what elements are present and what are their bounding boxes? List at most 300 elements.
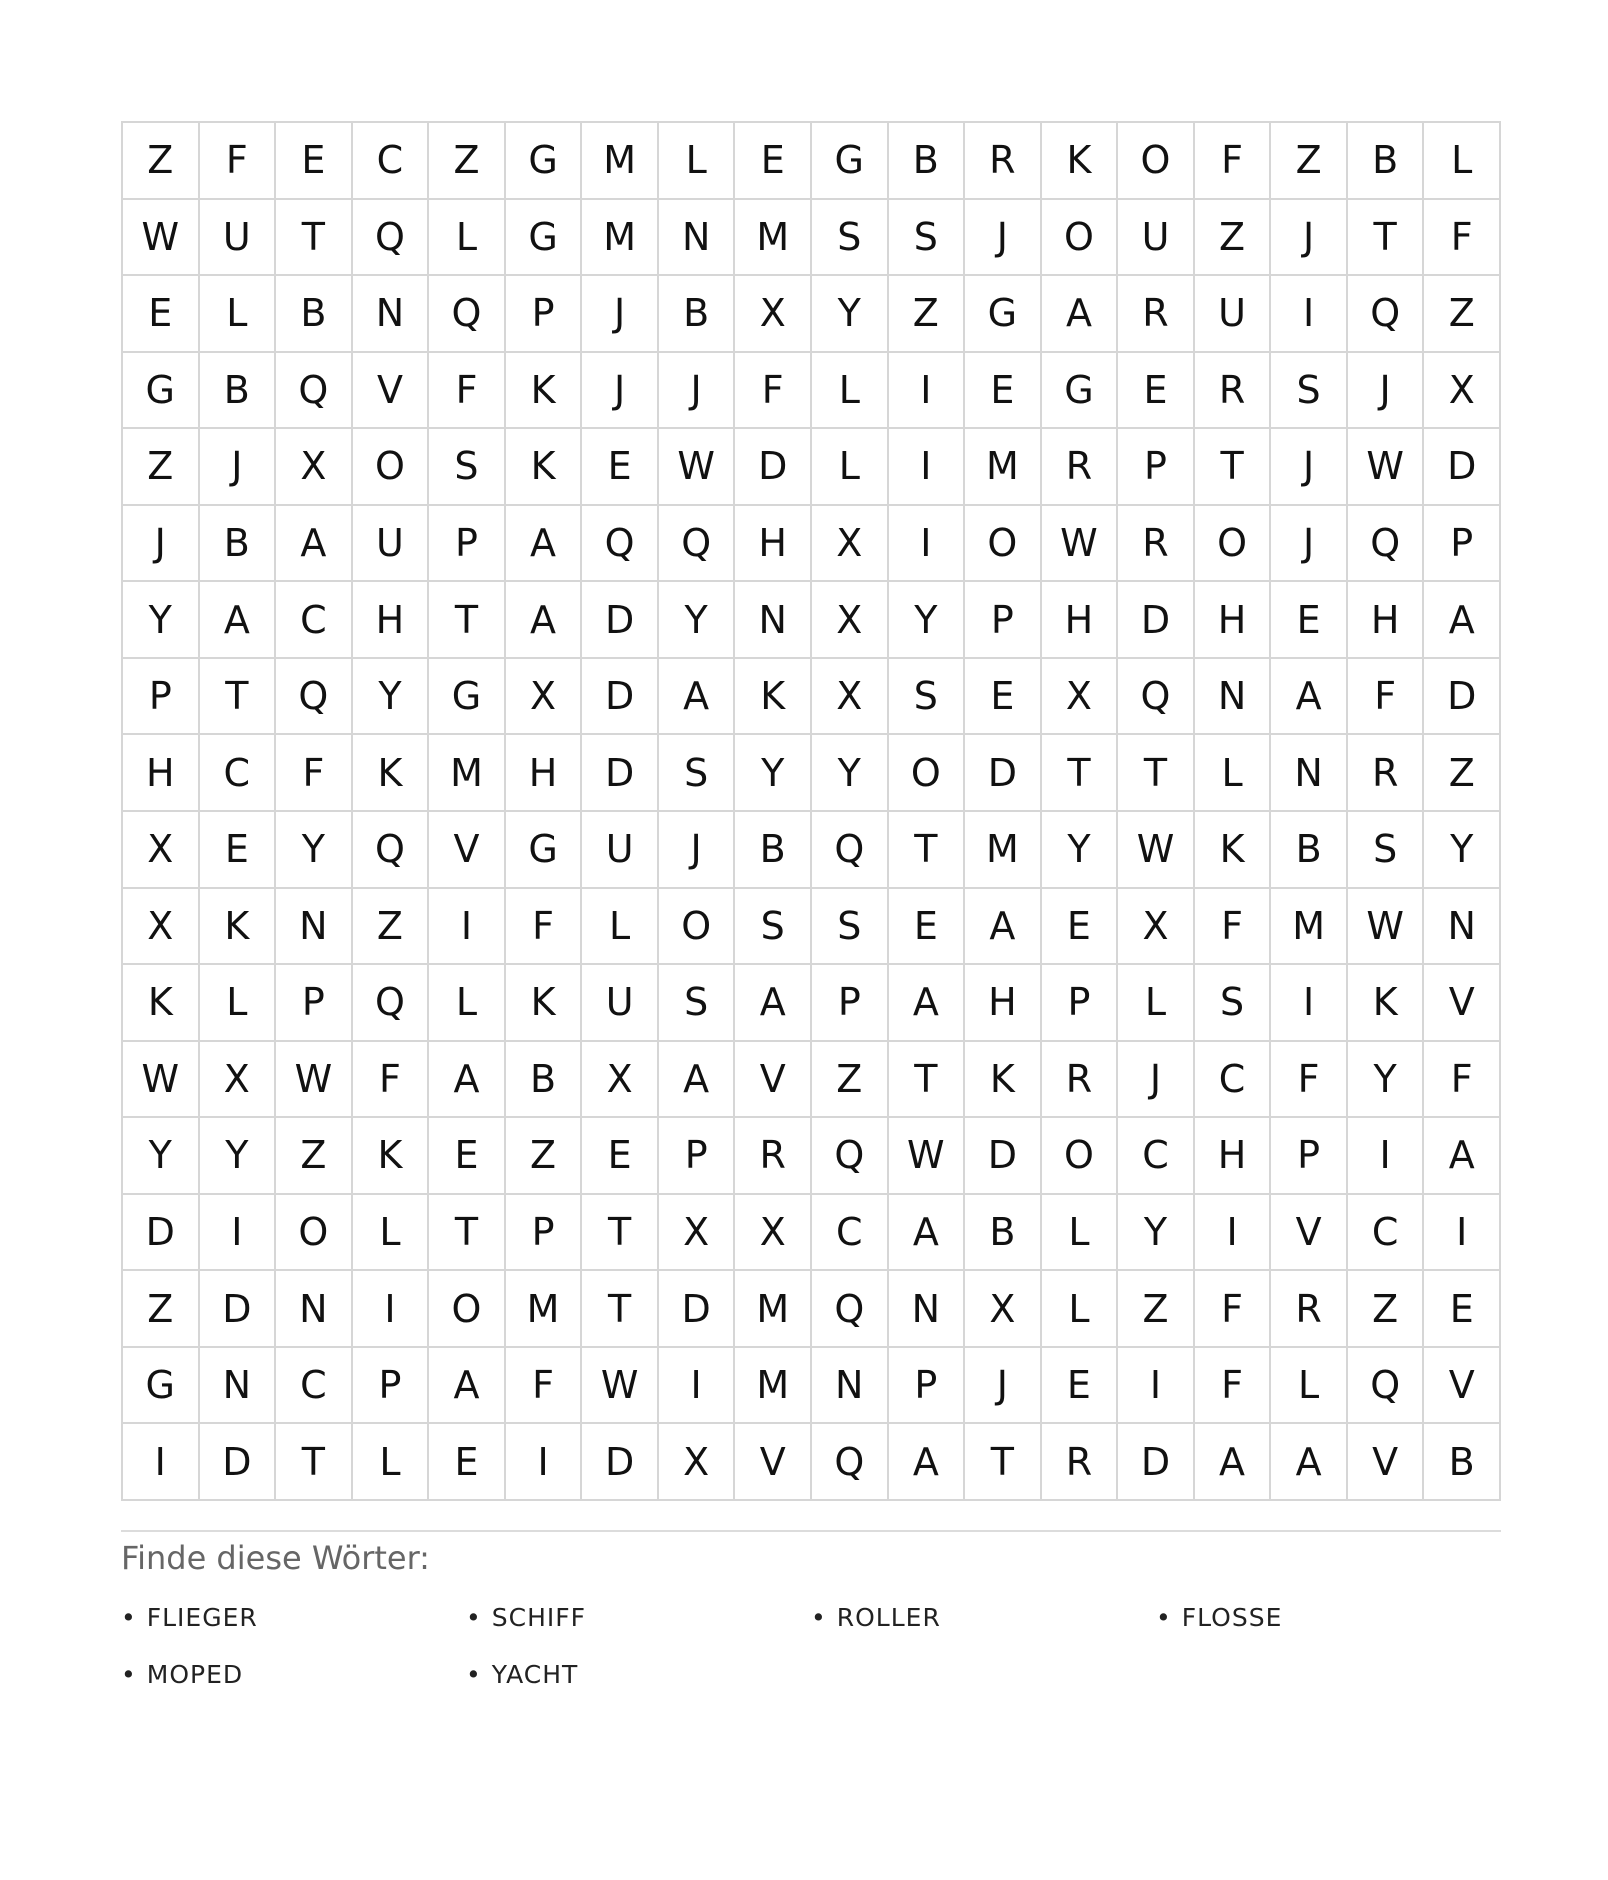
grid-cell[interactable]: C	[1195, 1042, 1272, 1119]
grid-cell[interactable]: L	[812, 429, 889, 506]
grid-cell[interactable]: D	[582, 582, 659, 659]
grid-cell[interactable]: Z	[429, 123, 506, 200]
grid-cell[interactable]: A	[1424, 582, 1501, 659]
grid-cell[interactable]: I	[200, 1195, 277, 1272]
grid-cell[interactable]: W	[1042, 506, 1119, 583]
grid-cell[interactable]: K	[965, 1042, 1042, 1119]
grid-cell[interactable]: E	[429, 1118, 506, 1195]
grid-cell[interactable]: C	[353, 123, 430, 200]
grid-cell[interactable]: F	[276, 735, 353, 812]
grid-cell[interactable]: Y	[200, 1118, 277, 1195]
grid-cell[interactable]: R	[965, 123, 1042, 200]
grid-cell[interactable]: W	[889, 1118, 966, 1195]
grid-cell[interactable]: M	[429, 735, 506, 812]
grid-cell[interactable]: Z	[1271, 123, 1348, 200]
grid-cell[interactable]: N	[200, 1348, 277, 1425]
grid-cell[interactable]: X	[506, 659, 583, 736]
grid-cell[interactable]: Y	[123, 1118, 200, 1195]
grid-cell[interactable]: H	[1042, 582, 1119, 659]
grid-cell[interactable]: J	[123, 506, 200, 583]
grid-cell[interactable]: K	[1348, 965, 1425, 1042]
grid-cell[interactable]: D	[123, 1195, 200, 1272]
grid-cell[interactable]: A	[889, 965, 966, 1042]
grid-cell[interactable]: W	[276, 1042, 353, 1119]
grid-cell[interactable]: O	[353, 429, 430, 506]
grid-cell[interactable]: I	[1271, 965, 1348, 1042]
grid-cell[interactable]: Q	[353, 965, 430, 1042]
grid-cell[interactable]: X	[965, 1271, 1042, 1348]
grid-cell[interactable]: A	[1042, 276, 1119, 353]
grid-cell[interactable]: M	[506, 1271, 583, 1348]
grid-cell[interactable]: Q	[659, 506, 736, 583]
grid-cell[interactable]: S	[889, 659, 966, 736]
grid-cell[interactable]: F	[735, 353, 812, 430]
grid-cell[interactable]: Y	[1118, 1195, 1195, 1272]
grid-cell[interactable]: N	[1424, 889, 1501, 966]
grid-cell[interactable]: X	[659, 1424, 736, 1501]
grid-cell[interactable]: O	[276, 1195, 353, 1272]
grid-cell[interactable]: O	[965, 506, 1042, 583]
grid-cell[interactable]: H	[735, 506, 812, 583]
grid-cell[interactable]: J	[1271, 429, 1348, 506]
grid-cell[interactable]: J	[1271, 200, 1348, 277]
grid-cell[interactable]: L	[353, 1195, 430, 1272]
grid-cell[interactable]: Y	[812, 735, 889, 812]
grid-cell[interactable]: M	[735, 200, 812, 277]
grid-cell[interactable]: G	[123, 353, 200, 430]
grid-cell[interactable]: T	[429, 1195, 506, 1272]
grid-cell[interactable]: M	[965, 812, 1042, 889]
grid-cell[interactable]: J	[1271, 506, 1348, 583]
grid-cell[interactable]: K	[506, 429, 583, 506]
grid-cell[interactable]: T	[200, 659, 277, 736]
grid-cell[interactable]: W	[582, 1348, 659, 1425]
grid-cell[interactable]: X	[123, 889, 200, 966]
grid-cell[interactable]: Z	[123, 123, 200, 200]
grid-cell[interactable]: K	[353, 1118, 430, 1195]
grid-cell[interactable]: Z	[1348, 1271, 1425, 1348]
grid-cell[interactable]: Z	[889, 276, 966, 353]
grid-cell[interactable]: T	[1042, 735, 1119, 812]
grid-cell[interactable]: Q	[353, 812, 430, 889]
grid-cell[interactable]: B	[965, 1195, 1042, 1272]
grid-cell[interactable]: Z	[1424, 276, 1501, 353]
grid-cell[interactable]: X	[582, 1042, 659, 1119]
grid-cell[interactable]: F	[506, 1348, 583, 1425]
grid-cell[interactable]: E	[1042, 889, 1119, 966]
grid-cell[interactable]: A	[965, 889, 1042, 966]
grid-cell[interactable]: J	[1118, 1042, 1195, 1119]
grid-cell[interactable]: R	[1348, 735, 1425, 812]
grid-cell[interactable]: I	[429, 889, 506, 966]
grid-cell[interactable]: K	[200, 889, 277, 966]
grid-cell[interactable]: F	[1195, 889, 1272, 966]
grid-cell[interactable]: F	[1424, 1042, 1501, 1119]
grid-cell[interactable]: H	[123, 735, 200, 812]
grid-cell[interactable]: V	[1424, 1348, 1501, 1425]
grid-cell[interactable]: Y	[735, 735, 812, 812]
grid-cell[interactable]: A	[200, 582, 277, 659]
grid-cell[interactable]: A	[889, 1195, 966, 1272]
grid-cell[interactable]: E	[123, 276, 200, 353]
grid-cell[interactable]: Q	[812, 1271, 889, 1348]
grid-cell[interactable]: I	[1348, 1118, 1425, 1195]
grid-cell[interactable]: L	[429, 965, 506, 1042]
grid-cell[interactable]: E	[276, 123, 353, 200]
grid-cell[interactable]: A	[429, 1348, 506, 1425]
grid-cell[interactable]: G	[506, 123, 583, 200]
grid-cell[interactable]: A	[1424, 1118, 1501, 1195]
grid-cell[interactable]: T	[1348, 200, 1425, 277]
grid-cell[interactable]: Z	[123, 1271, 200, 1348]
grid-cell[interactable]: W	[1348, 889, 1425, 966]
grid-cell[interactable]: X	[1424, 353, 1501, 430]
grid-cell[interactable]: X	[200, 1042, 277, 1119]
grid-cell[interactable]: D	[1118, 582, 1195, 659]
grid-cell[interactable]: A	[1195, 1424, 1272, 1501]
grid-cell[interactable]: B	[735, 812, 812, 889]
grid-cell[interactable]: N	[1195, 659, 1272, 736]
grid-cell[interactable]: Q	[812, 812, 889, 889]
grid-cell[interactable]: S	[735, 889, 812, 966]
grid-cell[interactable]: B	[1271, 812, 1348, 889]
grid-cell[interactable]: I	[889, 506, 966, 583]
grid-cell[interactable]: B	[506, 1042, 583, 1119]
grid-cell[interactable]: U	[582, 812, 659, 889]
grid-cell[interactable]: B	[200, 353, 277, 430]
grid-cell[interactable]: R	[1042, 1042, 1119, 1119]
grid-cell[interactable]: V	[1348, 1424, 1425, 1501]
grid-cell[interactable]: E	[889, 889, 966, 966]
grid-cell[interactable]: G	[506, 812, 583, 889]
grid-cell[interactable]: L	[429, 200, 506, 277]
grid-cell[interactable]: S	[812, 889, 889, 966]
grid-cell[interactable]: F	[1195, 1271, 1272, 1348]
grid-cell[interactable]: V	[429, 812, 506, 889]
grid-cell[interactable]: Q	[1348, 276, 1425, 353]
grid-cell[interactable]: Q	[812, 1424, 889, 1501]
grid-cell[interactable]: K	[353, 735, 430, 812]
grid-cell[interactable]: O	[429, 1271, 506, 1348]
grid-cell[interactable]: Y	[276, 812, 353, 889]
grid-cell[interactable]: F	[1195, 1348, 1272, 1425]
grid-cell[interactable]: L	[1424, 123, 1501, 200]
grid-cell[interactable]: D	[965, 735, 1042, 812]
grid-cell[interactable]: P	[1271, 1118, 1348, 1195]
grid-cell[interactable]: O	[1195, 506, 1272, 583]
grid-cell[interactable]: F	[429, 353, 506, 430]
grid-cell[interactable]: R	[1042, 429, 1119, 506]
grid-cell[interactable]: S	[889, 200, 966, 277]
grid-cell[interactable]: J	[582, 353, 659, 430]
grid-cell[interactable]: X	[735, 1195, 812, 1272]
grid-cell[interactable]: C	[812, 1195, 889, 1272]
grid-cell[interactable]: T	[276, 1424, 353, 1501]
grid-cell[interactable]: B	[889, 123, 966, 200]
grid-cell[interactable]: I	[506, 1424, 583, 1501]
grid-cell[interactable]: W	[123, 200, 200, 277]
grid-cell[interactable]: K	[123, 965, 200, 1042]
grid-cell[interactable]: O	[889, 735, 966, 812]
grid-cell[interactable]: M	[735, 1348, 812, 1425]
grid-cell[interactable]: A	[735, 965, 812, 1042]
grid-cell[interactable]: D	[659, 1271, 736, 1348]
grid-cell[interactable]: N	[812, 1348, 889, 1425]
grid-cell[interactable]: A	[659, 1042, 736, 1119]
grid-cell[interactable]: P	[506, 1195, 583, 1272]
grid-cell[interactable]: C	[276, 582, 353, 659]
grid-cell[interactable]: O	[1042, 200, 1119, 277]
grid-cell[interactable]: P	[276, 965, 353, 1042]
grid-cell[interactable]: D	[200, 1424, 277, 1501]
grid-cell[interactable]: X	[659, 1195, 736, 1272]
grid-cell[interactable]: T	[889, 1042, 966, 1119]
grid-cell[interactable]: K	[506, 965, 583, 1042]
grid-cell[interactable]: J	[965, 1348, 1042, 1425]
grid-cell[interactable]: G	[1042, 353, 1119, 430]
grid-cell[interactable]: Y	[353, 659, 430, 736]
grid-cell[interactable]: P	[1118, 429, 1195, 506]
grid-cell[interactable]: V	[1271, 1195, 1348, 1272]
grid-cell[interactable]: A	[276, 506, 353, 583]
grid-cell[interactable]: I	[1271, 276, 1348, 353]
grid-cell[interactable]: P	[429, 506, 506, 583]
grid-cell[interactable]: L	[1271, 1348, 1348, 1425]
grid-cell[interactable]: Z	[1424, 735, 1501, 812]
grid-cell[interactable]: N	[659, 200, 736, 277]
grid-cell[interactable]: Z	[353, 889, 430, 966]
grid-cell[interactable]: X	[812, 506, 889, 583]
grid-cell[interactable]: E	[1271, 582, 1348, 659]
grid-cell[interactable]: K	[506, 353, 583, 430]
grid-cell[interactable]: H	[1348, 582, 1425, 659]
grid-cell[interactable]: F	[200, 123, 277, 200]
grid-cell[interactable]: M	[582, 200, 659, 277]
grid-cell[interactable]: G	[812, 123, 889, 200]
grid-cell[interactable]: X	[812, 582, 889, 659]
grid-cell[interactable]: X	[123, 812, 200, 889]
grid-cell[interactable]: L	[1042, 1271, 1119, 1348]
grid-cell[interactable]: C	[1348, 1195, 1425, 1272]
grid-cell[interactable]: Q	[1348, 506, 1425, 583]
grid-cell[interactable]: S	[812, 200, 889, 277]
grid-cell[interactable]: A	[506, 506, 583, 583]
grid-cell[interactable]: G	[506, 200, 583, 277]
grid-cell[interactable]: N	[1271, 735, 1348, 812]
grid-cell[interactable]: Z	[276, 1118, 353, 1195]
grid-cell[interactable]: B	[276, 276, 353, 353]
grid-cell[interactable]: H	[1195, 1118, 1272, 1195]
grid-cell[interactable]: H	[965, 965, 1042, 1042]
grid-cell[interactable]: I	[889, 353, 966, 430]
grid-cell[interactable]: H	[353, 582, 430, 659]
grid-cell[interactable]: E	[965, 353, 1042, 430]
grid-cell[interactable]: B	[1424, 1424, 1501, 1501]
grid-cell[interactable]: F	[1271, 1042, 1348, 1119]
grid-cell[interactable]: G	[965, 276, 1042, 353]
grid-cell[interactable]: Z	[1118, 1271, 1195, 1348]
grid-cell[interactable]: X	[1042, 659, 1119, 736]
grid-cell[interactable]: Q	[276, 659, 353, 736]
grid-cell[interactable]: S	[1195, 965, 1272, 1042]
grid-cell[interactable]: L	[1042, 1195, 1119, 1272]
grid-cell[interactable]: D	[735, 429, 812, 506]
grid-cell[interactable]: K	[1195, 812, 1272, 889]
grid-cell[interactable]: I	[1118, 1348, 1195, 1425]
grid-cell[interactable]: F	[1348, 659, 1425, 736]
grid-cell[interactable]: T	[889, 812, 966, 889]
grid-cell[interactable]: J	[659, 353, 736, 430]
grid-cell[interactable]: N	[353, 276, 430, 353]
grid-cell[interactable]: A	[506, 582, 583, 659]
grid-cell[interactable]: S	[1271, 353, 1348, 430]
grid-cell[interactable]: U	[582, 965, 659, 1042]
grid-cell[interactable]: W	[1118, 812, 1195, 889]
grid-cell[interactable]: W	[1348, 429, 1425, 506]
grid-cell[interactable]: J	[965, 200, 1042, 277]
grid-cell[interactable]: M	[1271, 889, 1348, 966]
grid-cell[interactable]: Z	[1195, 200, 1272, 277]
grid-cell[interactable]: M	[582, 123, 659, 200]
grid-cell[interactable]: L	[200, 965, 277, 1042]
grid-cell[interactable]: L	[1195, 735, 1272, 812]
grid-cell[interactable]: A	[659, 659, 736, 736]
grid-cell[interactable]: V	[353, 353, 430, 430]
grid-cell[interactable]: L	[353, 1424, 430, 1501]
grid-cell[interactable]: A	[889, 1424, 966, 1501]
grid-cell[interactable]: Y	[812, 276, 889, 353]
grid-cell[interactable]: T	[582, 1195, 659, 1272]
grid-cell[interactable]: Y	[659, 582, 736, 659]
grid-cell[interactable]: Q	[429, 276, 506, 353]
grid-cell[interactable]: E	[1118, 353, 1195, 430]
grid-cell[interactable]: F	[1424, 200, 1501, 277]
grid-cell[interactable]: I	[889, 429, 966, 506]
grid-cell[interactable]: Y	[123, 582, 200, 659]
grid-cell[interactable]: L	[582, 889, 659, 966]
grid-cell[interactable]: N	[276, 889, 353, 966]
grid-cell[interactable]: L	[659, 123, 736, 200]
grid-cell[interactable]: A	[1271, 1424, 1348, 1501]
grid-cell[interactable]: X	[812, 659, 889, 736]
grid-cell[interactable]: Y	[1348, 1042, 1425, 1119]
grid-cell[interactable]: J	[200, 429, 277, 506]
grid-cell[interactable]: G	[429, 659, 506, 736]
grid-cell[interactable]: E	[429, 1424, 506, 1501]
grid-cell[interactable]: T	[429, 582, 506, 659]
grid-cell[interactable]: K	[735, 659, 812, 736]
grid-cell[interactable]: Y	[1424, 812, 1501, 889]
grid-cell[interactable]: D	[582, 1424, 659, 1501]
grid-cell[interactable]: E	[200, 812, 277, 889]
grid-cell[interactable]: P	[1424, 506, 1501, 583]
grid-cell[interactable]: C	[276, 1348, 353, 1425]
grid-cell[interactable]: C	[1118, 1118, 1195, 1195]
grid-cell[interactable]: V	[1424, 965, 1501, 1042]
grid-cell[interactable]: N	[735, 582, 812, 659]
grid-cell[interactable]: S	[1348, 812, 1425, 889]
grid-cell[interactable]: T	[1118, 735, 1195, 812]
grid-cell[interactable]: P	[353, 1348, 430, 1425]
grid-cell[interactable]: R	[1271, 1271, 1348, 1348]
grid-cell[interactable]: L	[200, 276, 277, 353]
grid-cell[interactable]: N	[889, 1271, 966, 1348]
grid-cell[interactable]: U	[1118, 200, 1195, 277]
grid-cell[interactable]: B	[659, 276, 736, 353]
grid-cell[interactable]: J	[1348, 353, 1425, 430]
grid-cell[interactable]: Q	[276, 353, 353, 430]
grid-cell[interactable]: V	[735, 1424, 812, 1501]
grid-cell[interactable]: X	[276, 429, 353, 506]
grid-cell[interactable]: J	[582, 276, 659, 353]
grid-cell[interactable]: K	[1042, 123, 1119, 200]
grid-cell[interactable]: I	[659, 1348, 736, 1425]
grid-cell[interactable]: E	[735, 123, 812, 200]
grid-cell[interactable]: O	[1118, 123, 1195, 200]
grid-cell[interactable]: B	[200, 506, 277, 583]
grid-cell[interactable]: U	[1195, 276, 1272, 353]
grid-cell[interactable]: N	[276, 1271, 353, 1348]
grid-cell[interactable]: P	[123, 659, 200, 736]
grid-cell[interactable]: P	[506, 276, 583, 353]
grid-cell[interactable]: T	[1195, 429, 1272, 506]
grid-cell[interactable]: T	[582, 1271, 659, 1348]
grid-cell[interactable]: D	[1424, 659, 1501, 736]
grid-cell[interactable]: P	[659, 1118, 736, 1195]
grid-cell[interactable]: E	[582, 1118, 659, 1195]
grid-cell[interactable]: Q	[582, 506, 659, 583]
grid-cell[interactable]: S	[429, 429, 506, 506]
grid-cell[interactable]: L	[1118, 965, 1195, 1042]
grid-cell[interactable]: D	[200, 1271, 277, 1348]
grid-cell[interactable]: D	[1424, 429, 1501, 506]
grid-cell[interactable]: P	[889, 1348, 966, 1425]
grid-cell[interactable]: I	[123, 1424, 200, 1501]
grid-cell[interactable]: Q	[1348, 1348, 1425, 1425]
grid-cell[interactable]: Y	[889, 582, 966, 659]
grid-cell[interactable]: U	[200, 200, 277, 277]
grid-cell[interactable]: Z	[506, 1118, 583, 1195]
grid-cell[interactable]: R	[1195, 353, 1272, 430]
grid-cell[interactable]: C	[200, 735, 277, 812]
grid-cell[interactable]: Z	[812, 1042, 889, 1119]
grid-cell[interactable]: P	[1042, 965, 1119, 1042]
grid-cell[interactable]: R	[1118, 506, 1195, 583]
grid-cell[interactable]: A	[1271, 659, 1348, 736]
grid-cell[interactable]: X	[1118, 889, 1195, 966]
grid-cell[interactable]: E	[582, 429, 659, 506]
grid-cell[interactable]: E	[965, 659, 1042, 736]
grid-cell[interactable]: X	[735, 276, 812, 353]
grid-cell[interactable]: Q	[1118, 659, 1195, 736]
grid-cell[interactable]: E	[1042, 1348, 1119, 1425]
grid-cell[interactable]: F	[353, 1042, 430, 1119]
grid-cell[interactable]: J	[659, 812, 736, 889]
grid-cell[interactable]: H	[506, 735, 583, 812]
grid-cell[interactable]: O	[659, 889, 736, 966]
grid-cell[interactable]: Y	[1042, 812, 1119, 889]
grid-cell[interactable]: D	[582, 659, 659, 736]
grid-cell[interactable]: M	[965, 429, 1042, 506]
grid-cell[interactable]: S	[659, 735, 736, 812]
grid-cell[interactable]: A	[429, 1042, 506, 1119]
grid-cell[interactable]: S	[659, 965, 736, 1042]
grid-cell[interactable]: R	[1118, 276, 1195, 353]
grid-cell[interactable]: R	[735, 1118, 812, 1195]
grid-cell[interactable]: G	[123, 1348, 200, 1425]
grid-cell[interactable]: T	[276, 200, 353, 277]
grid-cell[interactable]: W	[123, 1042, 200, 1119]
